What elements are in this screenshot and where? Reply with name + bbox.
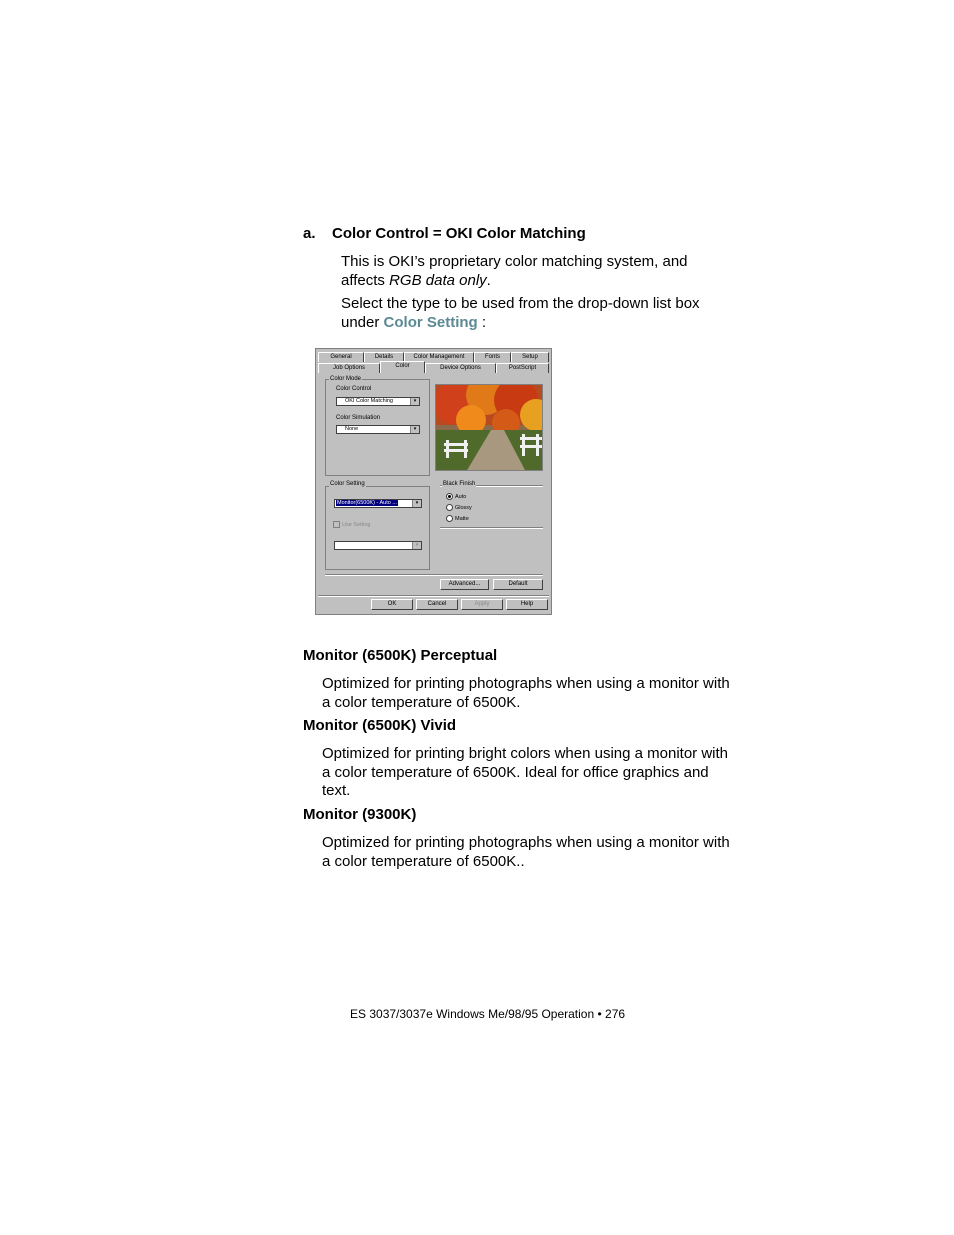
apply-button[interactable]: Apply xyxy=(461,599,503,610)
use-setting-dropdown[interactable] xyxy=(334,541,422,550)
radio-icon xyxy=(446,515,453,522)
step-paragraph-2: Select the type to be used from the drop-down list box under Color Setting : xyxy=(341,295,700,331)
bottom-separator xyxy=(318,595,549,597)
chevron-down-icon: ▾ xyxy=(412,500,421,507)
printer-properties-dialog xyxy=(315,348,552,615)
ok-button[interactable]: OK xyxy=(371,599,413,610)
checkbox-icon xyxy=(333,521,340,528)
radio-selected-icon xyxy=(446,493,453,500)
step-heading xyxy=(303,225,586,242)
page-footer: ES 3037/3037e Windows Me/98/95 Operation • 276 xyxy=(350,1007,626,1021)
tab-setup[interactable]: Setup xyxy=(511,352,549,362)
black-finish-label: Black Finish xyxy=(443,481,476,487)
tab-fonts[interactable]: Fonts xyxy=(474,352,511,362)
option-description: Optimized for printing photographs when using a monitor with a color temperature of 6500K.. xyxy=(322,834,730,870)
radio-glossy[interactable]: Glossy xyxy=(446,504,472,512)
chevron-down-icon: ▾ xyxy=(412,542,421,549)
tab-general[interactable]: General xyxy=(318,352,364,362)
color-setting-dropdown[interactable]: Monitor(6500K) - Auto ... ▾ xyxy=(334,499,422,508)
color-simulation-dropdown[interactable]: None ▾ xyxy=(336,425,420,434)
color-simulation-label: Color Simulation xyxy=(336,415,381,421)
radio-icon xyxy=(446,504,453,511)
cancel-button[interactable]: Cancel xyxy=(416,599,458,610)
radio-matte[interactable]: Matte xyxy=(446,515,469,523)
chevron-down-icon: ▾ xyxy=(410,426,419,433)
tab-details[interactable]: Details xyxy=(364,352,404,362)
option-title: Monitor (6500K) Vivid xyxy=(303,717,457,734)
tab-color-management[interactable]: Color Management xyxy=(404,352,474,362)
tab-row-2 xyxy=(318,363,549,373)
color-setting-reference: Color Setting xyxy=(383,313,478,331)
option-description: Optimized for printing photographs when using a monitor with a color temperature of 6500K. xyxy=(322,675,730,711)
advanced-button[interactable]: Advanced... xyxy=(440,579,489,590)
step-letter: a. xyxy=(303,225,316,242)
default-button[interactable]: Default xyxy=(493,579,543,590)
color-preview-image xyxy=(435,384,543,471)
option-description: Optimized for printing bright colors when using a monitor with a color temperature of 6500K. Ideal for office graphics and text. xyxy=(322,745,729,799)
black-finish-bottom-line xyxy=(440,527,543,529)
step-title: Color Control = OKI Color Matching xyxy=(332,225,586,242)
tab-color[interactable]: Color xyxy=(380,361,425,373)
color-mode-label: Color Mode xyxy=(330,376,362,382)
color-control-dropdown[interactable]: OKI Color Matching ▾ xyxy=(336,397,420,406)
tab-row-1 xyxy=(318,352,549,362)
rgb-emphasis: RGB data only xyxy=(389,271,487,289)
radio-auto[interactable]: Auto xyxy=(446,493,466,501)
color-setting-label: Color Setting xyxy=(330,481,365,487)
color-control-label: Color Control xyxy=(336,386,372,392)
step-paragraph-1: This is OKI’s proprietary color matching system, and affects RGB data only. xyxy=(341,253,688,289)
tab-postscript[interactable]: PostScript xyxy=(496,363,549,373)
separator-line xyxy=(325,574,543,576)
option-title: Monitor (6500K) Perceptual xyxy=(303,647,498,664)
use-setting-checkbox[interactable]: Use Setting xyxy=(333,521,370,529)
option-title: Monitor (9300K) xyxy=(303,806,417,823)
tab-device-options[interactable]: Device Options xyxy=(425,363,496,373)
tab-job-options[interactable]: Job Options xyxy=(318,363,380,373)
chevron-down-icon: ▾ xyxy=(410,398,419,405)
autumn-road-photo xyxy=(436,385,543,471)
help-button[interactable]: Help xyxy=(506,599,548,610)
